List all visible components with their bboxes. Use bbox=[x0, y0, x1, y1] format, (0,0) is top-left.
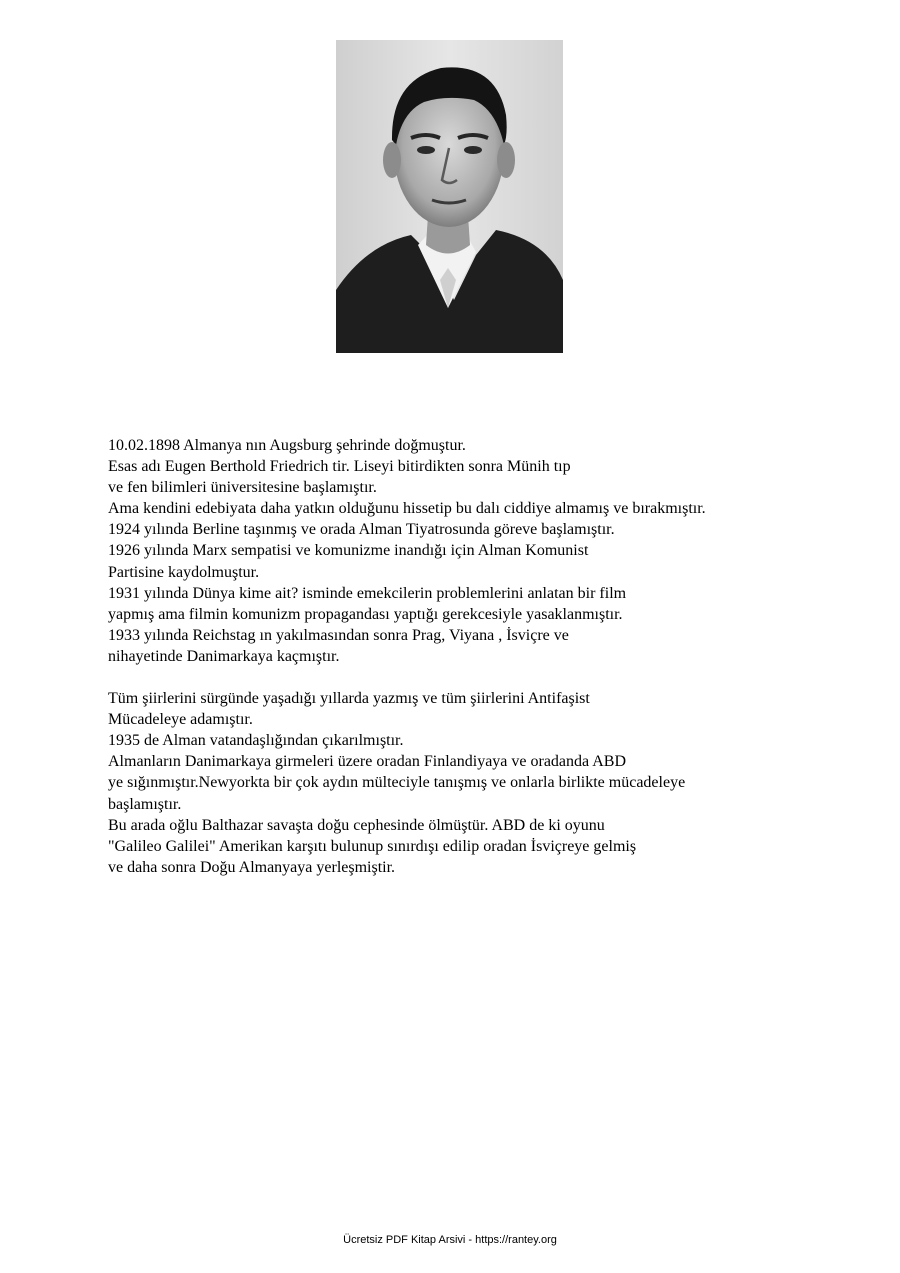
text-line: Almanların Danimarkaya girmeleri üzere oradan Finlandiyaya ve oradanda ABD bbox=[108, 753, 627, 771]
biography-text bbox=[108, 435, 868, 878]
text-line: ye sığınmıştır.Newyorkta bir çok aydın mülteciyle tanışmış ve onlarla birlikte mücadeleye bbox=[108, 774, 686, 792]
text-line: Partisine kaydolmuştur. bbox=[108, 563, 260, 581]
text-line: ve fen bilimleri üniversitesine başlamıştır. bbox=[108, 479, 377, 497]
text-line: 10.02.1898 Almanya nın Augsburg şehrinde doğmuştur. bbox=[108, 437, 466, 454]
paragraph-1 bbox=[108, 435, 868, 667]
text-line: 1935 de Alman vatandaşlığından çıkarılmıştır. bbox=[108, 732, 404, 750]
text-line: yapmış ama filmin komunizm propagandası yaptığı gerekcesiyle yasaklanmıştır. bbox=[108, 605, 623, 623]
text-line: Ama kendini edebiyata daha yatkın olduğunu hissetip bu dalı ciddiye almamış ve bırakmıştır. bbox=[108, 500, 706, 518]
paragraph-2 bbox=[108, 688, 868, 878]
text-line: başlamıştır. bbox=[108, 795, 182, 813]
portrait-photo bbox=[336, 40, 563, 353]
text-line: 1931 yılında Dünya kime ait? isminde emekcilerin problemlerini anlatan bir film bbox=[108, 584, 627, 602]
text-line: Mücadeleye adamıştır. bbox=[108, 711, 253, 729]
text-line: 1933 yılında Reichstag ın yakılmasından sonra Prag, Viyana , İsviçre ve bbox=[108, 626, 569, 644]
page-footer: Ücretsiz PDF Kitap Arsivi - https://rantey.org bbox=[343, 1234, 557, 1246]
text-line: Tüm şiirlerini sürgünde yaşadığı yıllarda yazmış ve tüm şiirlerini Antifaşist bbox=[108, 690, 590, 708]
text-line: ve daha sonra Doğu Almanyaya yerleşmiştir. bbox=[108, 858, 396, 876]
paragraph-spacer bbox=[108, 667, 868, 688]
text-line: "Galileo Galilei" Amerikan karşıtı bulunup sınırdışı edilip oradan İsviçreye gelmiş bbox=[108, 837, 637, 855]
text-line: Bu arada oğlu Balthazar savaşta doğu cephesinde ölmüştür. ABD de ki oyunu bbox=[108, 816, 605, 834]
portrait-icon bbox=[336, 40, 563, 353]
text-line: 1926 yılında Marx sempatisi ve komunizme inandığı için Alman Komunist bbox=[108, 542, 589, 560]
text-line: 1924 yılında Berline taşınmış ve orada Alman Tiyatrosunda göreve başlamıştır. bbox=[108, 521, 615, 539]
text-line: nihayetinde Danimarkaya kaçmıştır. bbox=[108, 647, 340, 665]
text-line: Esas adı Eugen Berthold Friedrich tir. Liseyi bitirdikten sonra Münih tıp bbox=[108, 458, 571, 476]
